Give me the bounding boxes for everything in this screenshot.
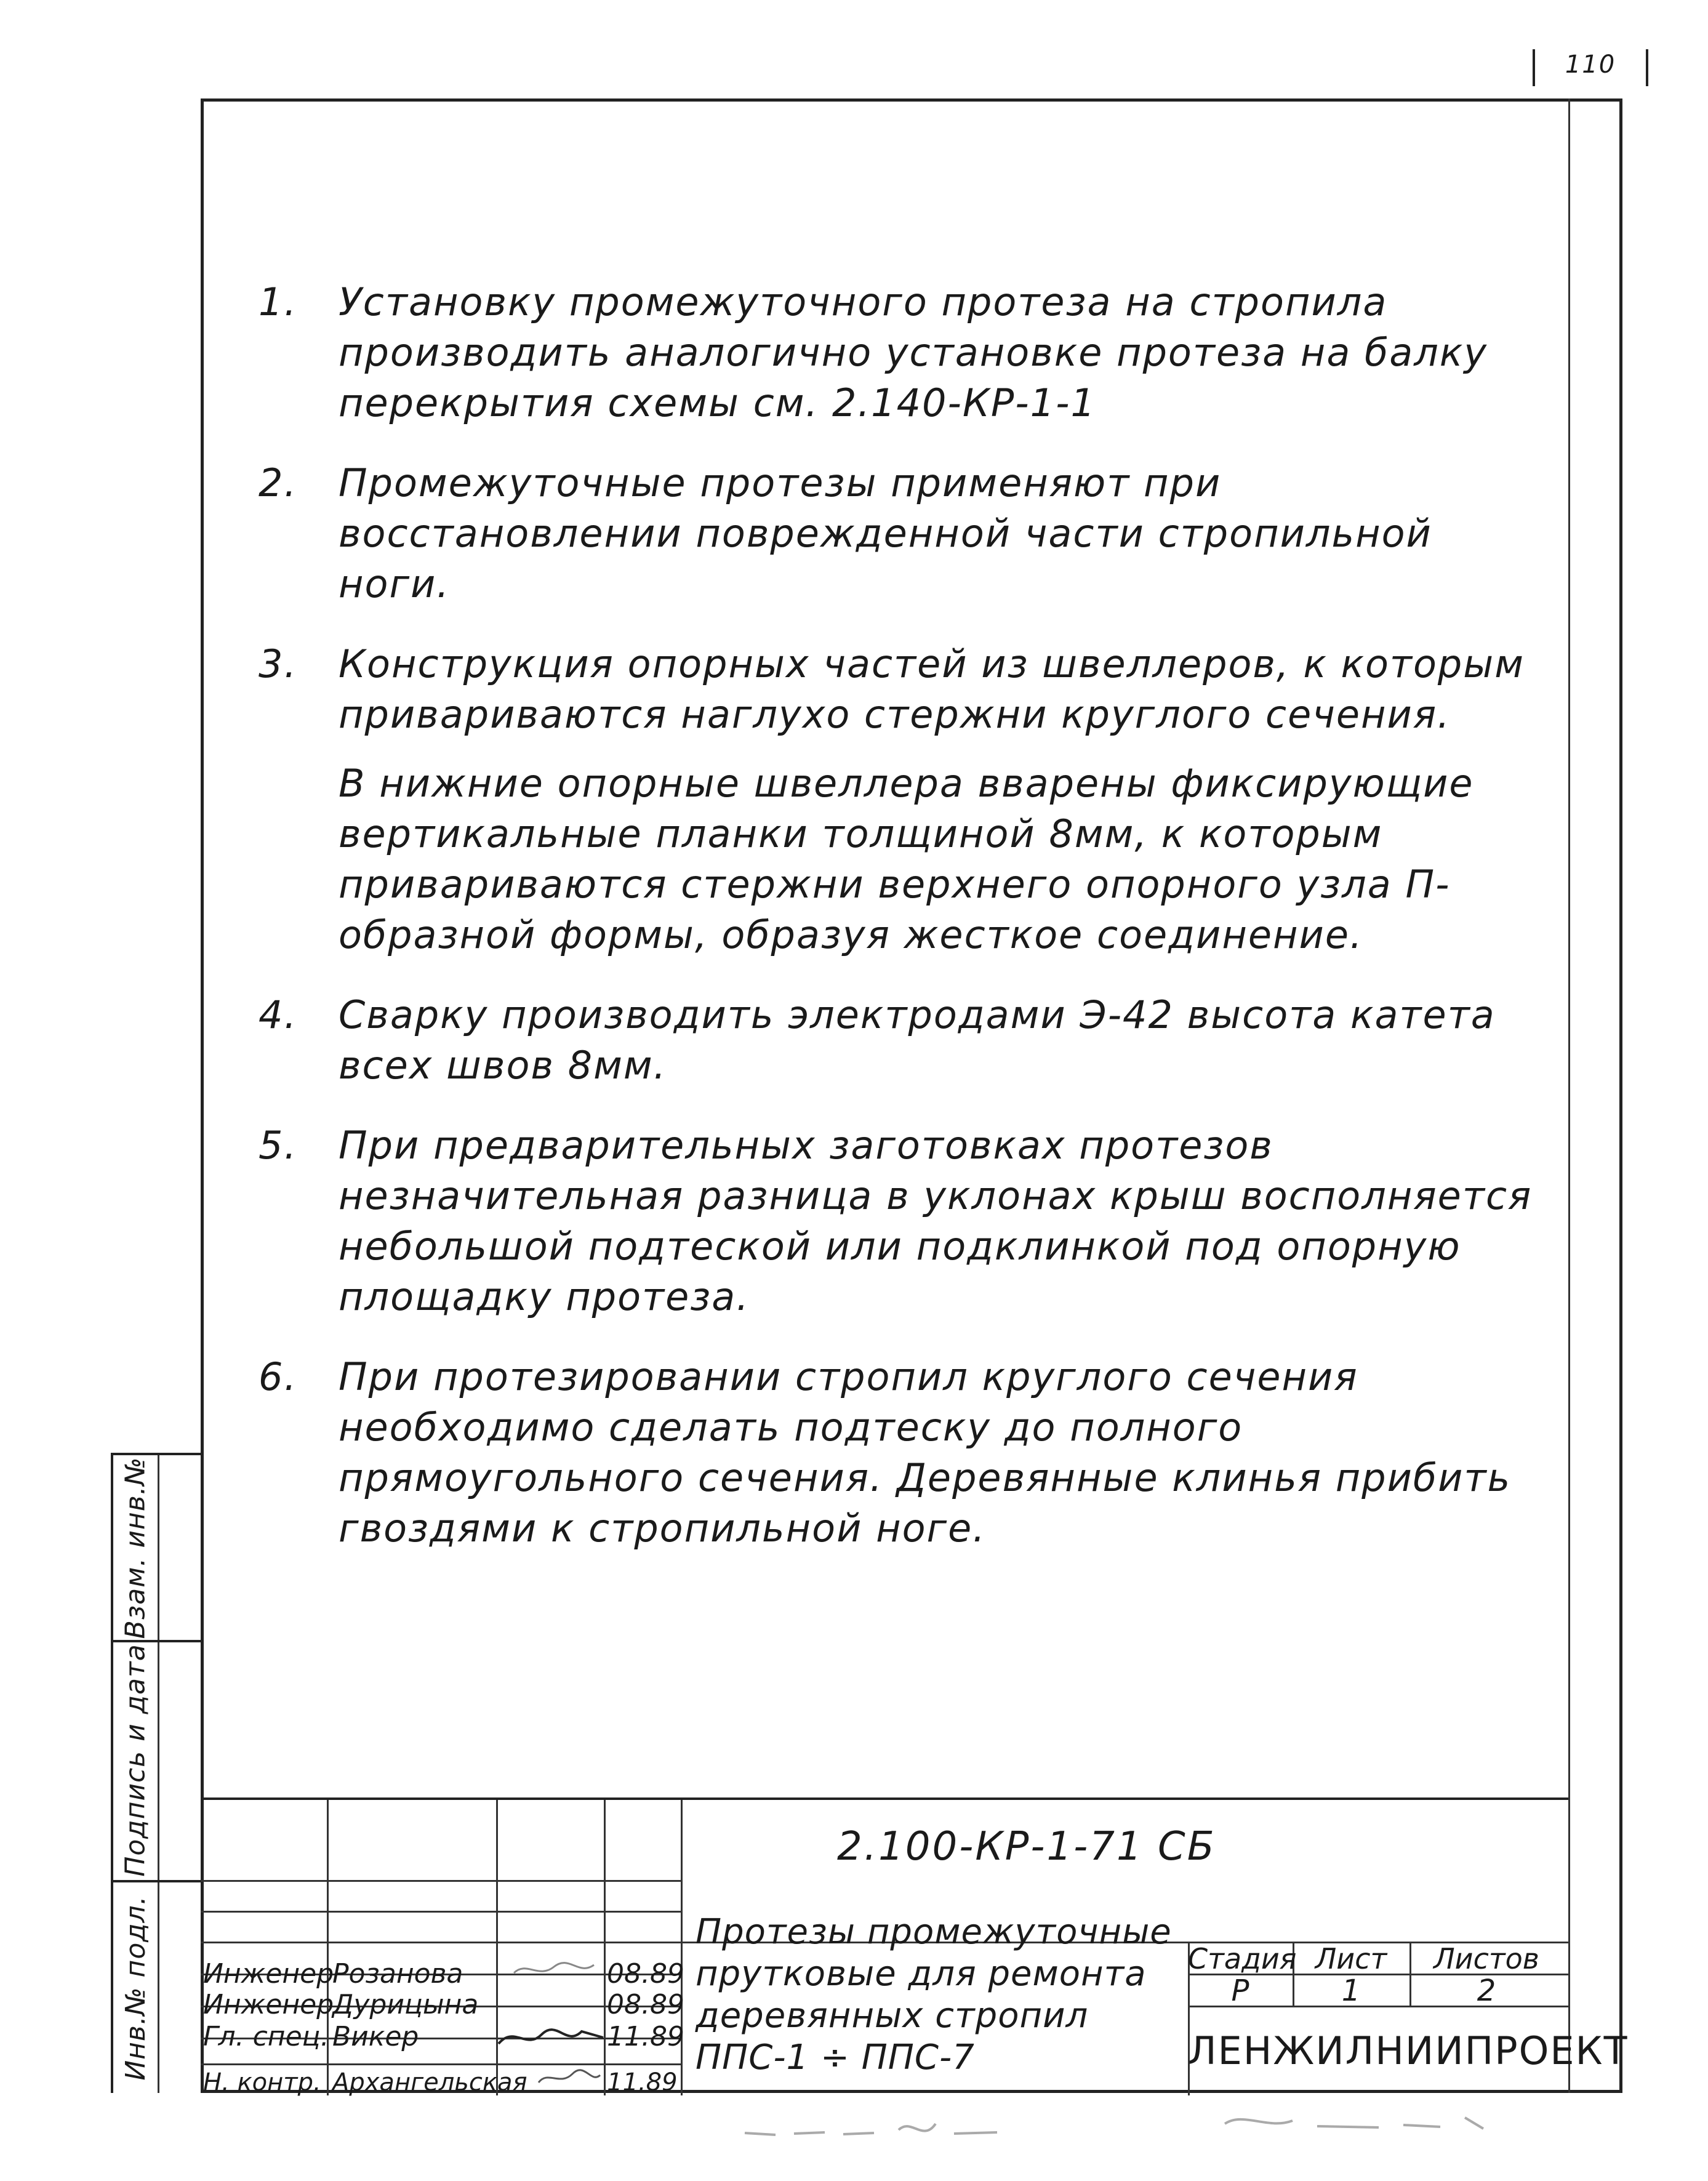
signature-role: Инженер <box>203 1989 334 2020</box>
signature-name: Дурицына <box>332 1989 479 2020</box>
margin-label-inv-podl <box>113 1880 158 2095</box>
note-number: 3. <box>259 641 298 686</box>
tb-rule <box>201 1880 681 1882</box>
note-5 <box>259 1120 1545 1322</box>
note-4 <box>259 990 1545 1091</box>
signature-role: Гл. спец. <box>203 2021 329 2052</box>
margin-label-text: Инв.№ подл. <box>119 1895 151 2081</box>
note-text: При протезировании стропил круглого сечения необходимо сделать подтеску до полного прямоугольного сечения. Деревянные клинья прибить гвоздями к стропильной ноге. <box>339 1354 1512 1551</box>
note-number: 4. <box>259 992 298 1037</box>
document-code: 2.100-КР-1-71 СБ <box>837 1824 1216 1870</box>
margin-label-text: Подпись и дата <box>119 1643 151 1877</box>
margin-label-text: Взам. инв.№ <box>119 1456 151 1639</box>
note-text: Промежуточные протезы применяют при восстановлении поврежденной части стропильной ноги. <box>339 460 1432 606</box>
margin-stamp <box>111 1453 201 2093</box>
margin-stamp-divider <box>158 1455 159 2093</box>
note-number: 2. <box>259 460 298 505</box>
margin-label-vzam <box>113 1455 158 1640</box>
note-1 <box>259 277 1545 428</box>
signature-name: Розанова <box>332 1958 463 1990</box>
organization-name: ЛЕНЖИЛНИИПРОЕКТ <box>1188 2028 1629 2073</box>
signature-date: 11.89 <box>607 2021 684 2052</box>
note-3 <box>259 639 1545 960</box>
frame-binding-line <box>1568 98 1570 2093</box>
signature-role: Н. контр. <box>203 2068 321 2097</box>
tb-rule <box>201 2063 681 2065</box>
sheet-value: 1 <box>1341 1974 1361 2008</box>
sheet-header: Лист <box>1315 1942 1387 1975</box>
sheets-value: 2 <box>1477 1974 1496 2008</box>
note-2 <box>259 458 1545 609</box>
signature-scribble-icon <box>495 2019 606 2056</box>
signature-scribble-icon <box>535 2065 603 2090</box>
sheets-header: Листов <box>1433 1942 1539 1975</box>
notes-list <box>259 277 1545 1583</box>
note-number: 5. <box>259 1123 298 1168</box>
margin-label-podpis <box>113 1640 158 1880</box>
signature-name: Викер <box>332 2021 419 2052</box>
signature-scribble-icon <box>511 1958 597 1982</box>
stage-value: Р <box>1231 1974 1249 2008</box>
signature-date: 08.89 <box>607 1958 684 1990</box>
stage-header: Стадия <box>1188 1942 1297 1975</box>
note-text: Сварку производить электродами Э-42 высота катета всех швов 8мм. <box>339 992 1496 1088</box>
note-number: 6. <box>259 1354 298 1399</box>
scan-mark-icon <box>1219 2099 1526 2142</box>
signature-date: 11.89 <box>607 2068 678 2097</box>
tb-rule <box>201 1911 681 1913</box>
note-text: Конструкция опорных частей из швеллеров, к которым привариваются наглухо стержни круглого сечения. <box>339 641 1525 737</box>
note-text: Установку промежуточного протеза на стропила производить аналогично установке протеза на балку перекрытия схемы см. 2.140-КР-1-1 <box>339 279 1488 425</box>
document-name: Протезы промежуточные прутковые для ремонта деревянных стропил ППС-1 ÷ ППС-7 <box>696 1912 1172 2078</box>
sheet-number: 110 <box>1533 49 1648 86</box>
note-subparagraph: В нижние опорные швеллера вварены фиксирующие вертикальные планки толщиной 8мм, к которым привариваются стержни верхнего опорного узла П-образной формы, образуя жесткое соединение. <box>339 761 1474 957</box>
note-text: При предварительных заготовках протезов незначительная разница в уклонах крыш восполняется небольшой подтеской или подклинкой под опорную площадку протеза. <box>339 1123 1533 1319</box>
note-6 <box>259 1352 1545 1554</box>
signature-name: Архангельская <box>332 2068 527 2097</box>
signature-date: 08.89 <box>607 1989 684 2020</box>
note-number: 1. <box>259 279 298 324</box>
scan-mark-icon <box>739 2105 1046 2148</box>
signature-role: Инженер <box>203 1958 334 1990</box>
